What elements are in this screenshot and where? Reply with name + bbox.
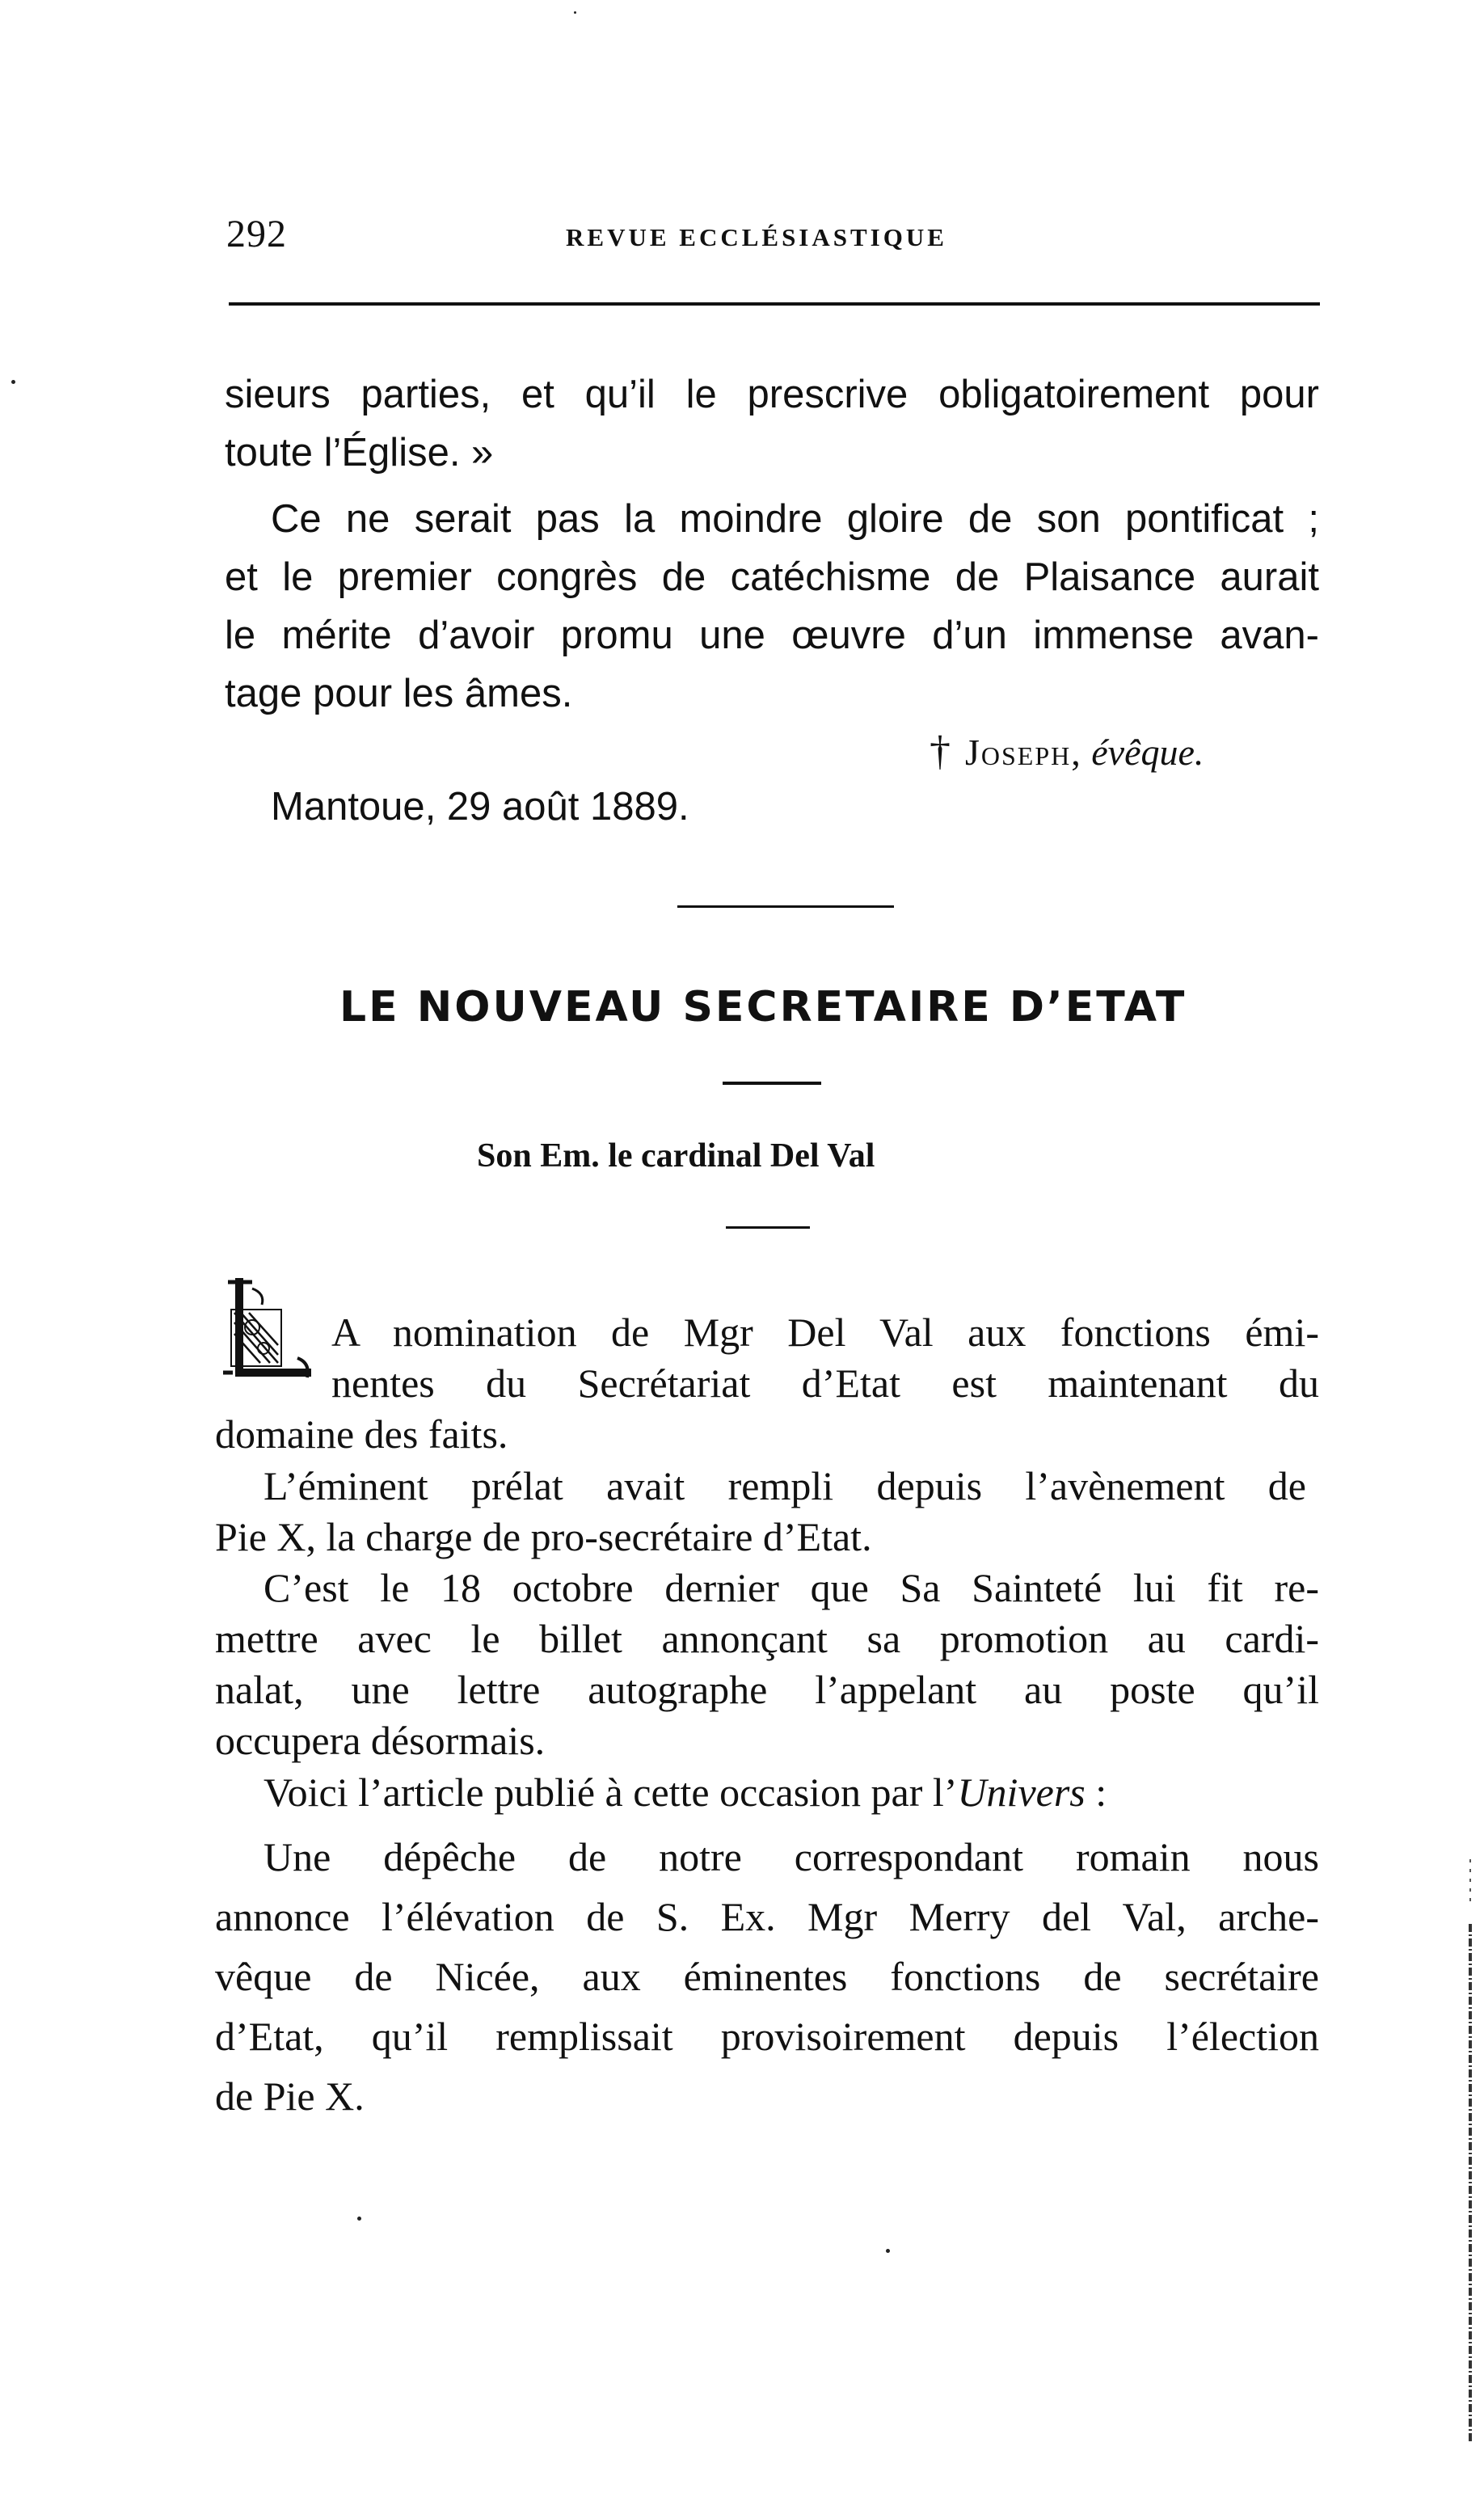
- article-title: LE NOUVEAU SECRETAIRE D’ETAT: [339, 983, 1187, 1031]
- quote-line: d’Etat, qu’il remplissait provisoirement depuis l’élection: [215, 2014, 1319, 2059]
- signature: [930, 728, 1204, 775]
- dropcap-ornament-icon: [217, 1277, 322, 1390]
- scan-speck: [886, 2249, 890, 2253]
- scan-binding-edge: [1465, 1859, 1476, 2441]
- text-line: tage pour les âmes.: [225, 672, 573, 715]
- scan-speck: [11, 380, 15, 384]
- signature-name: Joseph,: [965, 732, 1082, 773]
- quote-line: Une dépêche de notre correspondant romain nous: [263, 1834, 1319, 1879]
- text-line: et le premier congrès de catéchisme de Plaisance aurait: [225, 555, 1319, 599]
- ornamental-dropcap-l: [217, 1277, 322, 1390]
- subtitle-rule: [726, 1226, 810, 1229]
- title-rule: [723, 1082, 821, 1085]
- header-rule: [229, 302, 1320, 306]
- date-line: Mantoue, 29 août 1889.: [271, 785, 689, 829]
- scan-edge-artifact-icon: [1465, 1859, 1476, 2441]
- running-title: REVUE ECCLÉSIASTIQUE: [566, 223, 947, 251]
- text-line: Pie X, la charge de pro-secrétaire d’Etat.: [215, 1514, 872, 1559]
- article-subtitle: Son Em. le cardinal Del Val: [477, 1137, 875, 1175]
- text-line: A nomination de Mgr Del Val aux fonctions émi-: [331, 1310, 1319, 1355]
- cross-icon: †: [930, 728, 951, 774]
- text-line: nentes du Secrétariat d’Etat est maintenant du: [331, 1360, 1319, 1406]
- text-line: domaine des faits.: [215, 1411, 508, 1457]
- scan-speck: [574, 11, 576, 14]
- scan-speck: [357, 2217, 361, 2221]
- text-line: occupera désormais.: [215, 1718, 546, 1763]
- text-line: C’est le 18 octobre dernier que Sa Sainteté lui fit re-: [263, 1565, 1319, 1610]
- text-line: L’éminent prélat avait rempli depuis l’avènement de: [263, 1463, 1306, 1508]
- text-line: Ce ne serait pas la moindre gloire de son pontificat ;: [271, 497, 1319, 541]
- univers-title: Univers: [957, 1770, 1086, 1815]
- signature-title: évêque.: [1091, 732, 1204, 773]
- text-line: sieurs parties, et qu’il le prescrive obligatoirement pour: [225, 373, 1319, 416]
- text-line: le mérite d’avoir promu une œuvre d’un immense avan-: [225, 614, 1319, 657]
- quote-line: annonce l’élévation de S. Ex. Mgr Merry del Val, arche-: [215, 1894, 1319, 1939]
- quote-line: de Pie X.: [215, 2073, 365, 2119]
- text-line: mettre avec le billet annonçant sa promotion au cardi-: [215, 1616, 1319, 1661]
- text-line: toute l’Église. »: [225, 431, 494, 475]
- section-separator-rule: [677, 905, 894, 908]
- intro-text: Voici l’article publié à cette occasion par l’: [263, 1770, 958, 1815]
- text-line: [263, 1767, 1358, 1817]
- intro-colon: :: [1085, 1770, 1107, 1815]
- page-number: 292: [226, 213, 287, 255]
- quote-line: vêque de Nicée, aux éminentes fonctions de secrétaire: [215, 1954, 1319, 1999]
- text-line: nalat, une lettre autographe l’appelant au poste qu’il: [215, 1667, 1319, 1712]
